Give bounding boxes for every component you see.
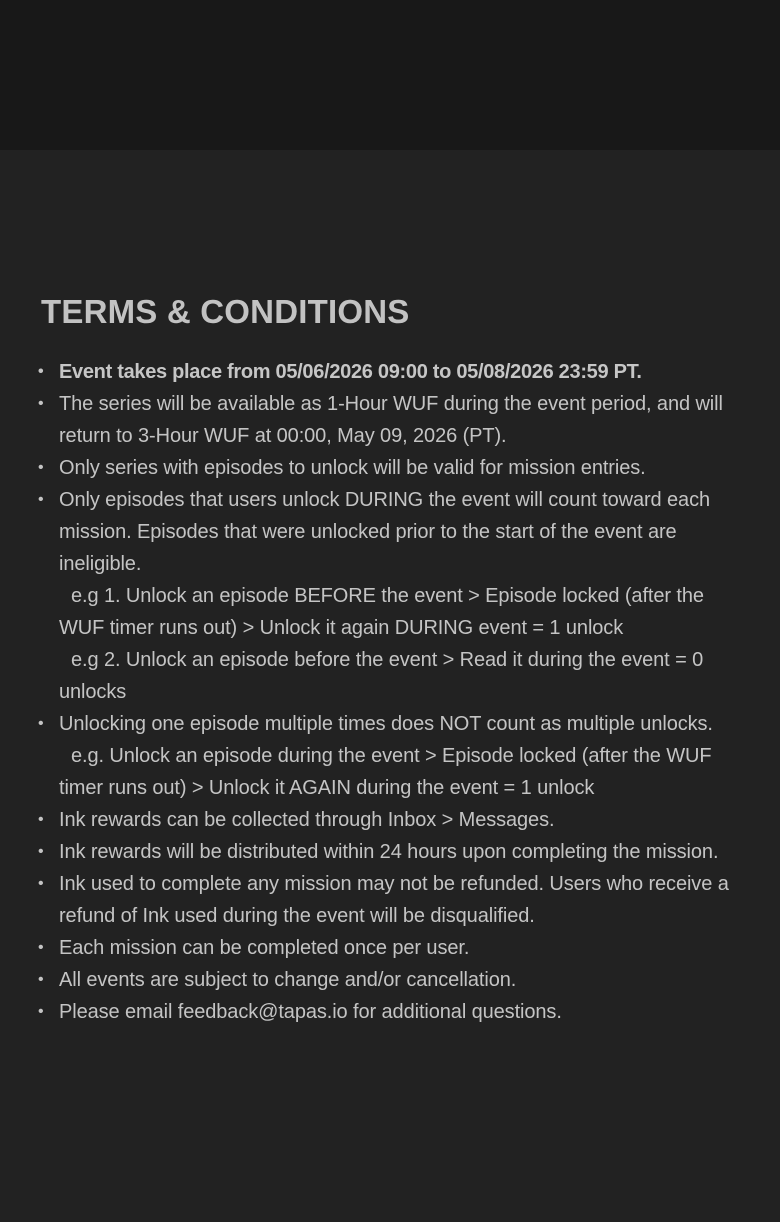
list-item-ink-refund xyxy=(36,868,744,932)
list-item-multiple-unlocks xyxy=(36,708,744,804)
list-item-ink-collection xyxy=(36,804,744,836)
terms-title: TERMS & CONDITIONS xyxy=(41,293,410,330)
list-item-text: All events are subject to change and/or cancellation. xyxy=(59,969,517,991)
list-item-text: Event takes place from 05/06/2026 09:00 to 05/08/2026 23:59 PT. xyxy=(59,361,642,383)
example-text: e.g. Unlock an episode during the event > Episode locked (after the WUF timer runs out) > Unlock it AGAIN during the event = 1 unlock xyxy=(59,745,712,799)
list-item-text: • Unlocking one episode multiple times does NOT count as multiple unlocks. xyxy=(59,713,713,735)
list-item-once-per-user xyxy=(36,932,744,964)
top-banner-area xyxy=(0,0,780,150)
list-item-text: Please email feedback@tapas.io for additional questions. xyxy=(59,1001,562,1023)
list-item-eligible-episodes xyxy=(36,484,744,708)
list-item-valid-series xyxy=(36,452,744,484)
terms-list xyxy=(36,356,744,1028)
list-item-ink-distribution xyxy=(36,836,744,868)
list-item-text: Each mission can be completed once per user. xyxy=(59,937,470,959)
list-item-text: Ink rewards can be collected through Inbox > Messages. xyxy=(59,809,555,831)
list-item-text: Ink rewards will be distributed within 24 hours upon completing the mission. xyxy=(59,841,719,863)
list-item-text: • Only episodes that users unlock DURING the event will count toward each mission. Episodes that were unlocked prior to the start of the event are ineligible. xyxy=(59,489,710,575)
list-item-event-period xyxy=(36,356,744,388)
list-item-text: Ink used to complete any mission may not be refunded. Users who receive a refund of Ink used during the event will be disqualified. xyxy=(59,873,729,927)
list-item-subject-to-change xyxy=(36,964,744,996)
example-text: e.g 1. Unlock an episode BEFORE the event > Episode locked (after the WUF timer runs out) > Unlock it again DURING event = 1 unlock xyxy=(59,585,704,639)
terms-section xyxy=(0,150,780,1222)
list-item-contact-email xyxy=(36,996,744,1028)
list-item-wuf-availability xyxy=(36,388,744,452)
list-item-text: The series will be available as 1-Hour WUF during the event period, and will return to 3-Hour WUF at 00:00, May 09, 2026 (PT). xyxy=(59,393,723,447)
list-item-text: Only series with episodes to unlock will be valid for mission entries. xyxy=(59,457,646,479)
example-text: e.g 2. Unlock an episode before the event > Read it during the event = 0 unlocks xyxy=(59,649,704,703)
